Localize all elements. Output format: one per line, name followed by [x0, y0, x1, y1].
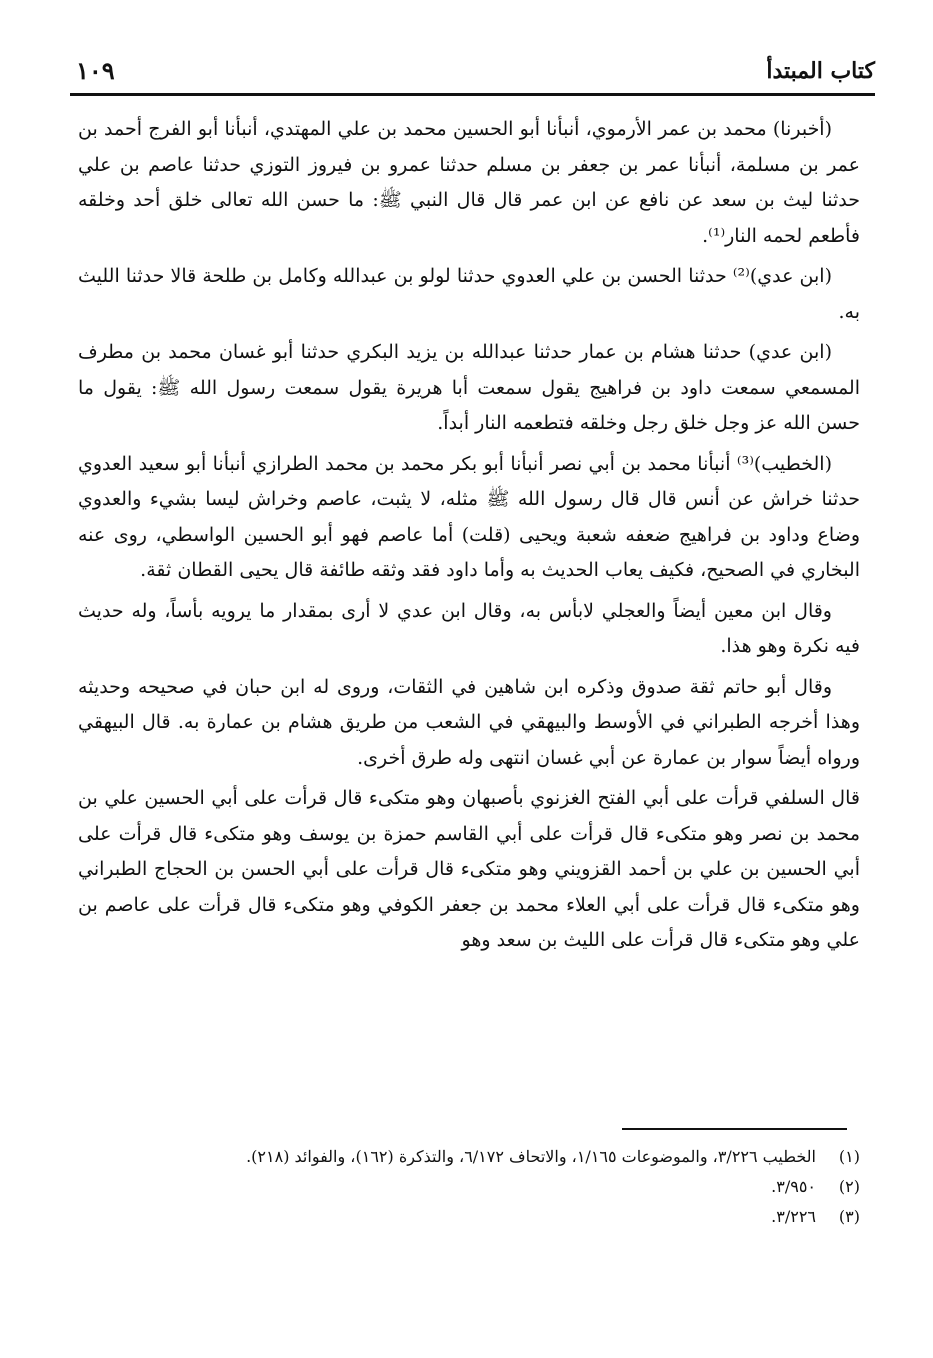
paragraph-7: قال السلفي قرأت على أبي الفتح الغزنوي بأصبهان وهو متكىء قال قرأت على أبي الحسين علي بن محمد بن نصر وهو متكىء قال قرأت على أبي القاسم حمزة بن يوسف وهو متكىء قال قرأت على أبي الحسين بن علي بن أحمد القزويني وهو متكىء قال قرأت على أبي الحسن بن الحجاج الطبراني وهو متكىء قال قرأت على أبي العلاء محمد بن جعفر الكوفي وهو متكىء قال قرأت على عاصم بن علي وهو متكىء قال قرأت على الليث بن سعد وهو: [78, 787, 860, 951]
header-divider: [70, 93, 875, 96]
book-title: كتاب المبتدأ: [766, 58, 875, 84]
page-header: [70, 52, 875, 92]
footnote-number: (١): [838, 1147, 860, 1166]
footnote-divider: [622, 1128, 847, 1130]
paragraph-3: (ابن عدي) حدثنا هشام بن عمار حدثنا عبدالله بن يزيد البكري حدثنا أبو غسان محمد بن مطرف المسمعي سمعت داود بن فراهيج يقول سمعت أبا هريرة يقول سمعت رسول الله ﷺ: يقول ما حسن الله عز وجل خلق رجل وخلقه فتطعمه النار أبداً.: [78, 341, 860, 434]
paragraph-4: (الخطيب)⁽³⁾ أنبأنا محمد بن أبي نصر أنبأنا أبو بكر محمد بن محمد الطرازي أنبأنا أبو سعيد العدوي حدثنا خراش عن أنس قال قال رسول الله ﷺ مثله، لا يثبت، عاصم وخراش ليسا بشيء والعدوي وضاع وداود بن فراهيج ضعفه شعبة ويحيى (قلت) أما عاصم فهو أبو الحسين الواسطي، روى عنه البخاري في الصحيح، فكيف يعاب الحديث به وأما داود فقد وثقه طائفة قال يحيى القطان ثقة.: [78, 452, 860, 581]
footnote-text: ٣/٩٥٠.: [771, 1177, 816, 1196]
footnote-text: ٣/٢٢٦.: [771, 1207, 816, 1226]
page-number: ١٠٩: [76, 56, 115, 85]
main-text: [78, 112, 860, 1102]
paragraph-1: (أخبرنا) محمد بن عمر الأرموي، أنبأنا أبو الحسين محمد بن علي المهتدي، أنبأنا أبو الفرج أحمد بن عمر بن مسلمة، أنبأنا عمر بن جعفر بن مسلم حدثنا عمرو بن فيروز التوزي حدثنا عاصم بن علي حدثنا ليث بن سعد عن نافع عن ابن عمر قال قال النبي ﷺ: ما حسن الله تعالى خلق أحد وخلقه فأطعم لحمه النار⁽¹⁾.: [78, 118, 860, 247]
footnotes: [78, 1142, 860, 1232]
footnote-number: (٣): [838, 1207, 860, 1226]
footnote-1: [78, 1142, 860, 1172]
paragraph-6: وقال أبو حاتم ثقة صدوق وذكره ابن شاهين في الثقات، وروى له ابن حبان في صحيحه وحديثه وهذا أخرجه الطبراني في الأوسط والبيهقي في الشعب من طريق هشام بن عمارة به. قال البيهقي ورواه أيضاً سوار بن عمارة عن أبي غسان انتهى وله طرق أخرى.: [78, 675, 860, 769]
footnote-2: [78, 1172, 860, 1202]
footnote-3: [78, 1202, 860, 1232]
footnote-text: الخطيب ٣/٢٢٦، والموضوعات ١/١٦٥، والاتحاف ٦/١٧٢، والتذكرة (١٦٢)، والفوائد (٢١٨).: [246, 1147, 816, 1166]
footnote-number: (٢): [838, 1177, 860, 1196]
paragraph-5: وقال ابن معين أيضاً والعجلي لابأس به، وقال ابن عدي لا أرى بمقدار ما يرويه بأساً، وله حديث فيه نكرة وهو هذا.: [78, 599, 860, 657]
paragraph-2: (ابن عدي)⁽²⁾ حدثنا الحسن بن علي العدوي حدثنا لولو بن عبدالله وكامل بن طلحة قالا حدثنا الليث به.: [78, 265, 860, 323]
